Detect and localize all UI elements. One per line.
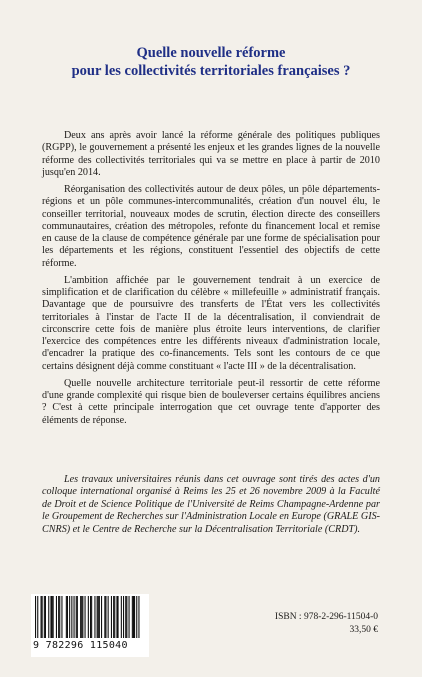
paragraph: Réorganisation des collectivités autour de deux pôles, un pôle départements-régions et un pôle communes-intercommunalités, création d'un nouvel élu, le conseiller territorial, nouveaux modes de scrutin, élection directe des conseillers communautaires, création des métropoles, refonte du financement local et remise en cause de la clause de compétence générale par une forme de spécialisation pour les départements et les régions, constituent l'essentiel des objectifs de cette réforme. bbox=[42, 184, 380, 269]
barcode-bar bbox=[134, 596, 135, 638]
barcode-bar bbox=[45, 596, 46, 638]
barcode-bar bbox=[108, 596, 109, 638]
barcode-bar bbox=[123, 596, 124, 638]
barcode-bar bbox=[61, 596, 62, 638]
barcode-bar bbox=[66, 596, 67, 638]
title-line-2: pour les collectivités territoriales françaises ? bbox=[71, 63, 351, 79]
barcode-bar bbox=[59, 596, 60, 638]
barcode-bar bbox=[91, 596, 92, 638]
isbn: ISBN : 978-2-296-11504-0 bbox=[274, 612, 378, 622]
barcode-bar bbox=[136, 596, 137, 638]
barcode-bar bbox=[69, 596, 70, 638]
barcode-bar bbox=[105, 596, 106, 638]
barcode-bar bbox=[98, 596, 99, 638]
barcode-bar bbox=[81, 596, 82, 638]
summary-text bbox=[42, 130, 380, 432]
barcode-bar bbox=[48, 596, 49, 638]
barcode-bar bbox=[114, 596, 115, 638]
barcode-bar bbox=[132, 596, 133, 638]
barcode-bar bbox=[94, 596, 95, 638]
barcode-bar bbox=[133, 596, 134, 638]
barcode-bar bbox=[111, 596, 112, 638]
barcode-bar bbox=[88, 596, 89, 638]
barcode-bar bbox=[74, 596, 75, 638]
source-note bbox=[42, 474, 380, 536]
barcode-bar bbox=[56, 596, 57, 638]
barcode-digits: 9 782296 115040 bbox=[33, 640, 128, 651]
barcode-bar bbox=[104, 596, 105, 638]
barcode-bar bbox=[50, 596, 51, 638]
price: 33,50 € bbox=[349, 625, 378, 635]
barcode-bar bbox=[53, 596, 54, 638]
barcode-bar bbox=[80, 596, 81, 638]
barcode-bar bbox=[101, 596, 102, 638]
barcode-bar bbox=[35, 596, 36, 638]
barcode-bar bbox=[113, 596, 114, 638]
barcode-bar bbox=[121, 596, 122, 638]
barcode-bar bbox=[42, 596, 43, 638]
barcode-bar bbox=[58, 596, 59, 638]
barcode-bar bbox=[77, 596, 78, 638]
barcode-bar bbox=[126, 596, 127, 638]
barcode-bar bbox=[82, 596, 83, 638]
source-note-text: Les travaux universitaires réunis dans cet ouvrage sont tirés des actes d'un colloque international organisé à Reims les 25 et 26 novembre 2009 à la Faculté de Droit et de Science Politique de l'Université de Reims Champagne-Ardenne par le Groupement de Recherches sur l'Administration Locale en Europe (GRALE GIS-CNRS) et le Centre de Recherche sur la Décentralisation Territoriale (CRDT). bbox=[42, 474, 380, 535]
barcode-bar bbox=[99, 596, 100, 638]
barcode-bar bbox=[67, 596, 68, 638]
title-line-1: Quelle nouvelle réforme bbox=[136, 45, 286, 61]
paragraph: Quelle nouvelle architecture territoriale peut-il ressortir de cette réforme d'une grande complexité qui risque bien de bouleverser certains équilibres anciens ? C'est à cette principale interrogation que cet ouvrage tente d'apporter des éléments de réponse. bbox=[42, 377, 380, 426]
barcode-bar bbox=[85, 596, 86, 638]
barcode-bar bbox=[76, 596, 77, 638]
book-title bbox=[40, 44, 382, 80]
paragraph: L'ambition affichée par le gouvernement tendrait à un exercice de simplification et de clarification du célèbre « millefeuille » administratif français. Davantage que de poursuivre des transferts de l'État vers les collectivités territoriales à l'instar de l'acte II de la décentralisation, il conviendrait de circonscrire cette fois de manière plus étroite leurs interventions, de clarifier l'exercice des compétences entre les différents niveaux d'administration locale, d'encadrer la pratique des co-financements. Tels sont les contours de ce que certains désignent déjà comme constituant « l'acte III » de la décentralisation. bbox=[42, 274, 380, 372]
barcode-bar bbox=[118, 596, 119, 638]
barcode-bar bbox=[138, 596, 139, 638]
barcode-bar bbox=[41, 596, 42, 638]
barcode-bar bbox=[125, 596, 126, 638]
barcode-bar bbox=[37, 596, 38, 638]
barcode-bars-icon bbox=[31, 594, 149, 640]
barcode-bar bbox=[52, 596, 53, 638]
barcode-bar bbox=[71, 596, 72, 638]
paragraph: Deux ans après avoir lancé la réforme générale des politiques publiques (RGPP), le gouvernement a présenté les enjeux et les grandes lignes de la nouvelle réforme des collectivités territoriales qui va se mettre en place à partir de 2010 jusqu'en 2014. bbox=[42, 130, 380, 178]
barcode-bar bbox=[44, 596, 45, 638]
barcode-bar bbox=[116, 596, 117, 638]
barcode-bar bbox=[90, 596, 91, 638]
barcode-bar bbox=[97, 596, 98, 638]
barcode-bar bbox=[129, 596, 130, 638]
